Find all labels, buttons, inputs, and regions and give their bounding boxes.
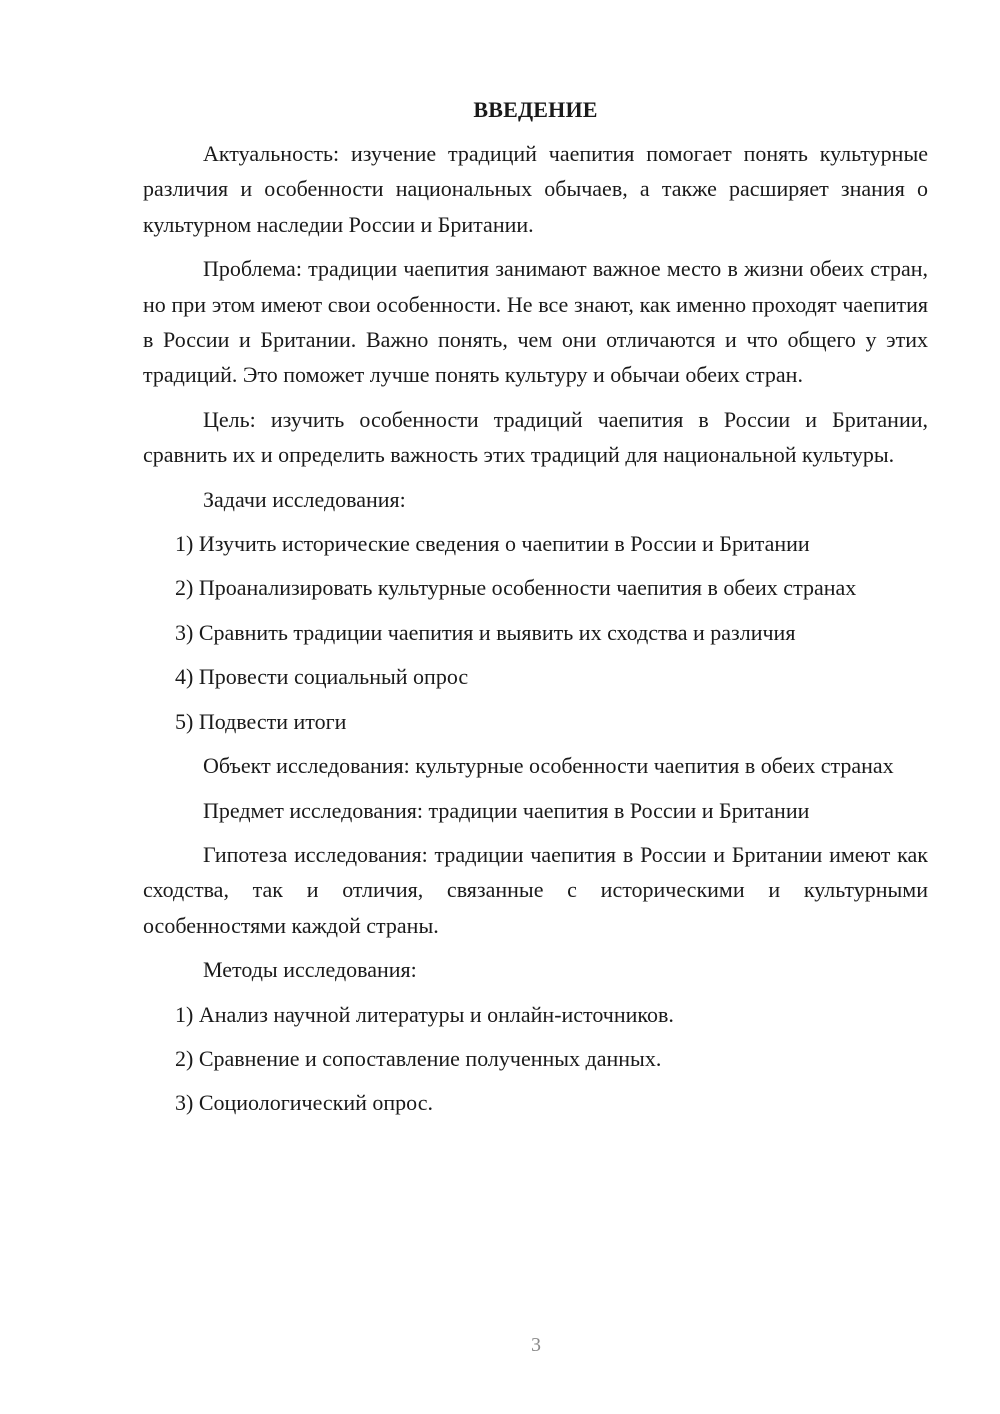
object-paragraph: Объект исследования: культурные особенности чаепития в обеих странах (203, 753, 894, 779)
hypothesis-paragraph: Гипотеза исследования: традиции чаепития в России и Британии имеют как сходства, так и отличия, связанные с историческими и культурными особенностями каждой страны. (143, 841, 928, 938)
methods-heading: Методы исследования: (203, 957, 417, 983)
relevance-paragraph: Актуальность: изучение традиций чаепития помогает понять культурные различия и особенности национальных обычаев, а также расширяет знания о культурном наследии России и Британии. (143, 141, 928, 237)
task-item: 1) Изучить исторические сведения о чаепитии в России и Британии (175, 531, 810, 557)
method-item: 2) Сравнение и сопоставление полученных данных. (175, 1045, 662, 1071)
method-item: 1) Анализ научной литературы и онлайн-источников. (175, 1001, 674, 1027)
tasks-heading: Задачи исследования: (203, 486, 406, 512)
task-item: 3) Сравнить традиции чаепития и выявить их сходства и различия (175, 619, 796, 645)
goal-paragraph: Цель: изучить особенности традиций чаепития в России и Британии, сравнить их и определить важность этих традиций для национальной культуры. (143, 406, 928, 468)
task-item: 5) Подвести итоги (175, 708, 347, 734)
task-item: 2) Проанализировать культурные особенности чаепития в обеих странах (175, 575, 857, 601)
problem-paragraph: Проблема: традиции чаепития занимают важное место в жизни обеих стран, но при этом имеют свои особенности. Не все знают, как именно проходят чаепития в России и Британии. Важно понять, чем они отличаются и что общего у этих традиций. Это поможет лучше понять культуру и обычаи обеих стран. (143, 256, 928, 388)
page-content (143, 95, 928, 1130)
method-item: 3) Социологический опрос. (175, 1090, 433, 1116)
task-item: 4) Провести социальный опрос (175, 664, 469, 690)
subject-paragraph: Предмет исследования: традиции чаепития в России и Британии (203, 797, 810, 823)
section-title: ВВЕДЕНИЕ (473, 97, 598, 122)
page-number: 3 (531, 1334, 541, 1356)
